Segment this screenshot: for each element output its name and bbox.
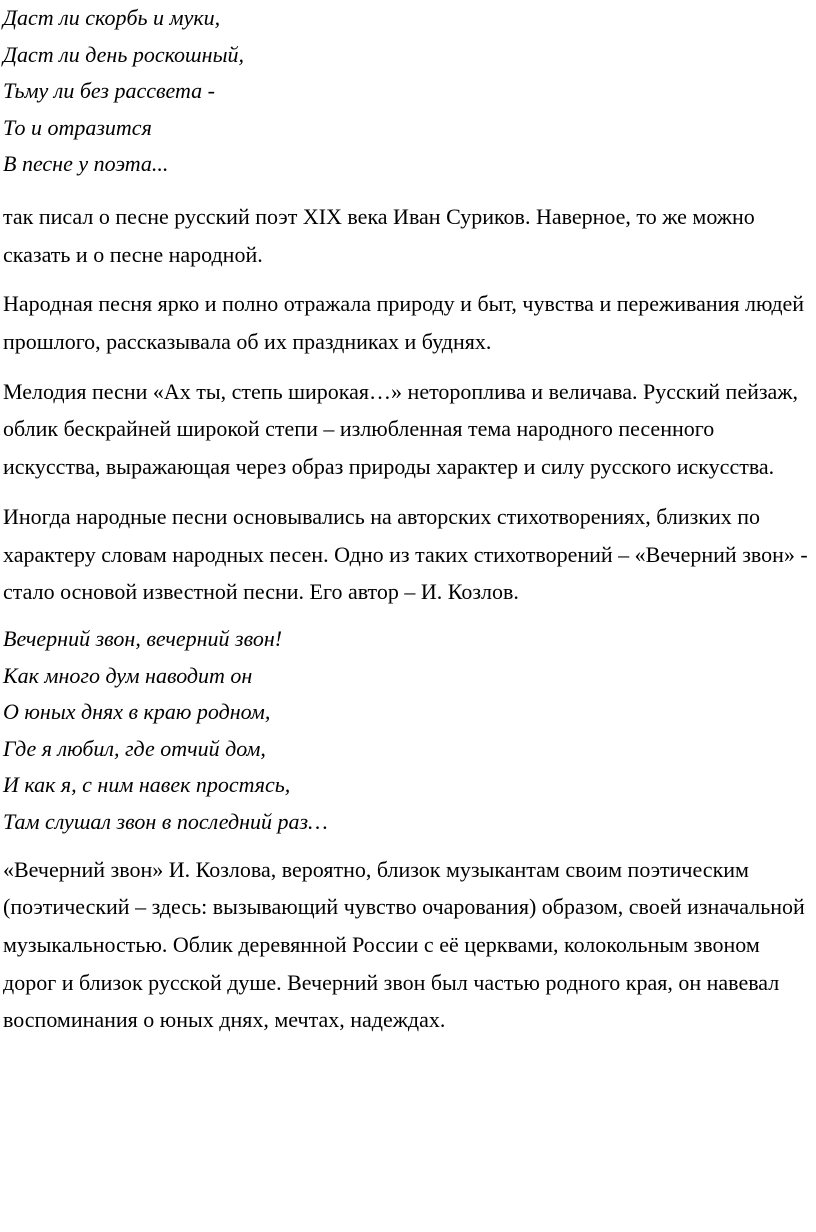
paragraph-steppe-melody: Мелодия песни «Ах ты, степь широкая…» нетороплива и величава. Русский пейзаж, облик бескрайней широкой степи – излюбленная тема народного песенного искусства, выражающая через образ природы характер и силу русского искусства. xyxy=(3,378,799,480)
poem-line: Где я любил, где отчий дом, xyxy=(3,735,266,761)
paragraph-evening-bells: «Вечерний звон» И. Козлова, вероятно, близок музыкантам своим поэтическим (поэтический – здесь: вызывающий чувство очарования) образом, своей изначальной музыкальностью. Облик деревянной России с её церквами, колокольным звоном дорог и близок русской душе. Вечерний звон был частью родного края, он навевал воспоминания о юных днях, мечтах, надеждах. xyxy=(3,856,805,1033)
paragraph-folk-song: Народная песня ярко и полно отражала природу и быт, чувства и переживания людей прошлого, рассказывала об их праздниках и буднях. xyxy=(3,291,805,355)
poem-line: Тьму ли без рассвета - xyxy=(3,78,216,104)
poem-line: И как я, с ним навек простясь, xyxy=(3,772,291,798)
poem-line: В песне у поэта... xyxy=(3,151,169,177)
poem-line: Даст ли скорбь и муки, xyxy=(3,5,221,30)
poem-line: Вечерний звон, вечерний звон! xyxy=(3,626,283,651)
paragraph-author-poems: Иногда народные песни основывались на авторских стихотворениях, близких по характеру словам народных песен. Одно из таких стихотворений – «Вечерний звон» - стало основой известной песни. Его автор – И. Козлов. xyxy=(3,503,808,605)
poem-line: Как много дум наводит он xyxy=(3,662,253,688)
poem-evening-bells xyxy=(3,621,810,841)
paragraph-surikov-quote: так писал о песне русский поэт XIX века Иван Суриков. Наверное, то же можно сказать и о песне народной. xyxy=(3,203,755,267)
poem-line: Там слушал звон в последний раз… xyxy=(3,808,328,834)
poem-line: Даст ли день роскошный, xyxy=(3,41,244,67)
poem-surikov xyxy=(3,0,810,183)
poem-line: О юных днях в краю родном, xyxy=(3,699,271,725)
poem-line: То и отразится xyxy=(3,114,152,140)
